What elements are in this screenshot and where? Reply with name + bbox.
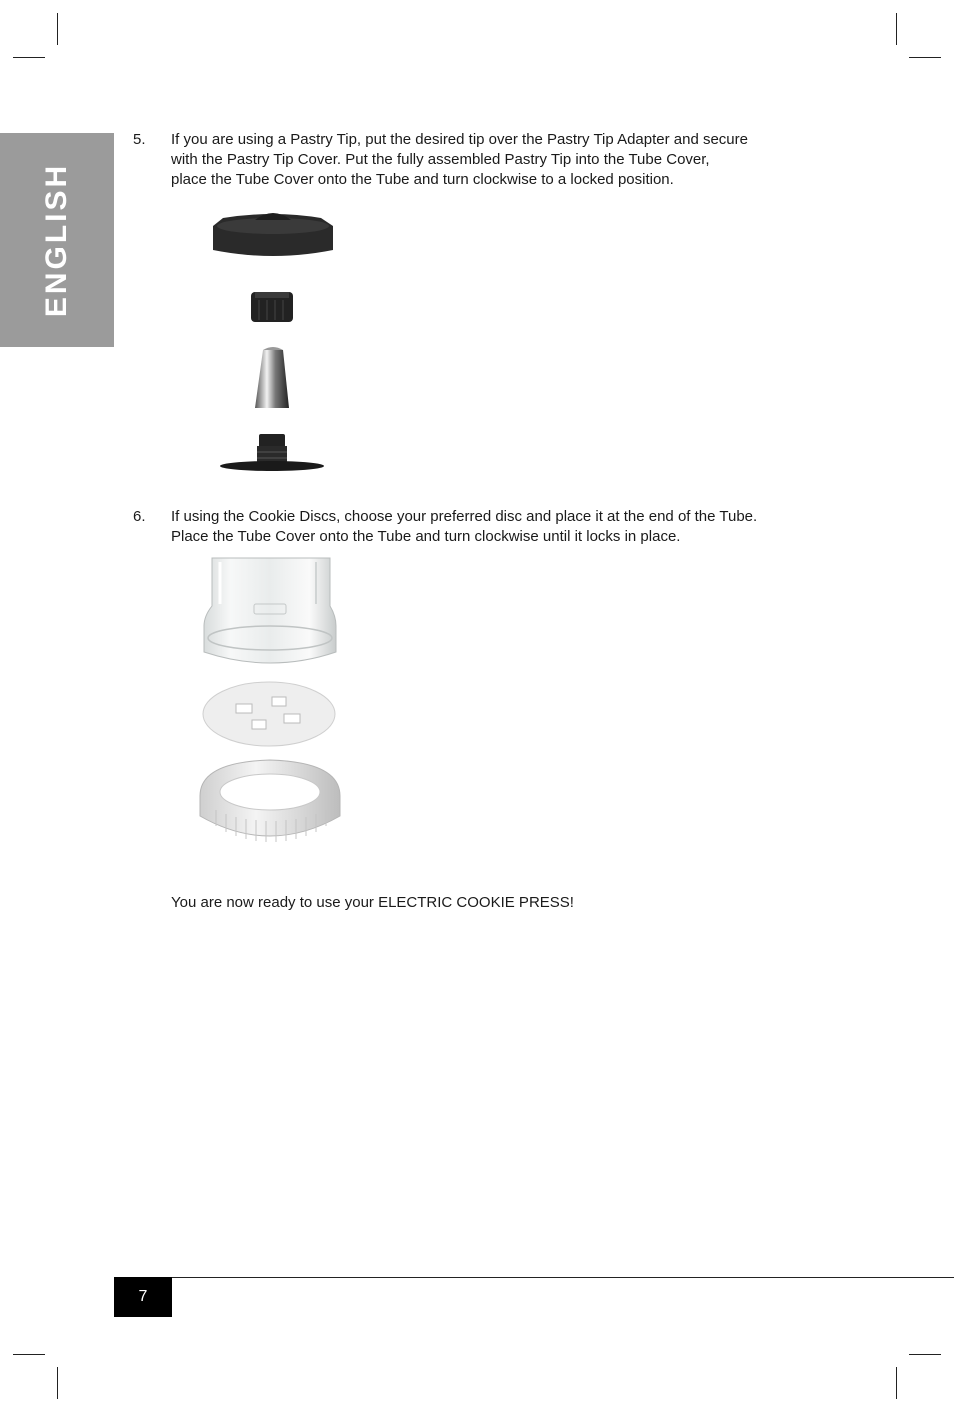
crop-mark (13, 57, 45, 58)
step-line: If you are using a Pastry Tip, put the desired tip over the Pastry Tip Adapter and secure (171, 131, 748, 148)
cookie-disc-icon (203, 682, 335, 746)
tube-icon (204, 558, 336, 663)
pastry-tip-adapter-icon (220, 434, 324, 471)
step-line: place the Tube Cover onto the Tube and turn clockwise to a locked position. (171, 171, 674, 188)
crop-mark (57, 1367, 58, 1399)
page-number: 7 (138, 1288, 148, 1305)
page-number-badge (114, 1277, 172, 1317)
pastry-tip-cover-icon (251, 292, 293, 322)
cookie-disc-assembly-illustration (196, 556, 346, 856)
step-line: with the Pastry Tip Cover. Put the fully assembled Pastry Tip into the Tube Cover, (171, 151, 710, 168)
crop-mark (896, 13, 897, 45)
step-number: 5. (133, 131, 146, 148)
step-line: If using the Cookie Discs, choose your preferred disc and place it at the end of the Tube. (171, 508, 758, 525)
pastry-tip-assembly-illustration (205, 208, 345, 478)
step-text (171, 130, 811, 190)
language-label: ENGLISH (40, 162, 73, 318)
crop-mark (909, 1354, 941, 1355)
closing-text: You are now ready to use your ELECTRIC COOKIE PRESS! (171, 894, 574, 911)
tube-cover-icon (213, 213, 333, 256)
tube-cover-ring-icon (200, 760, 340, 842)
step-line: Place the Tube Cover onto the Tube and turn clockwise until it locks in place. (171, 528, 681, 545)
crop-mark (896, 1367, 897, 1399)
footer-divider (114, 1277, 954, 1278)
step-text (171, 507, 811, 547)
crop-mark (909, 57, 941, 58)
crop-mark (57, 13, 58, 45)
language-tab (0, 133, 114, 347)
pastry-tip-icon (255, 347, 289, 408)
step-number: 6. (133, 508, 146, 525)
crop-mark (13, 1354, 45, 1355)
